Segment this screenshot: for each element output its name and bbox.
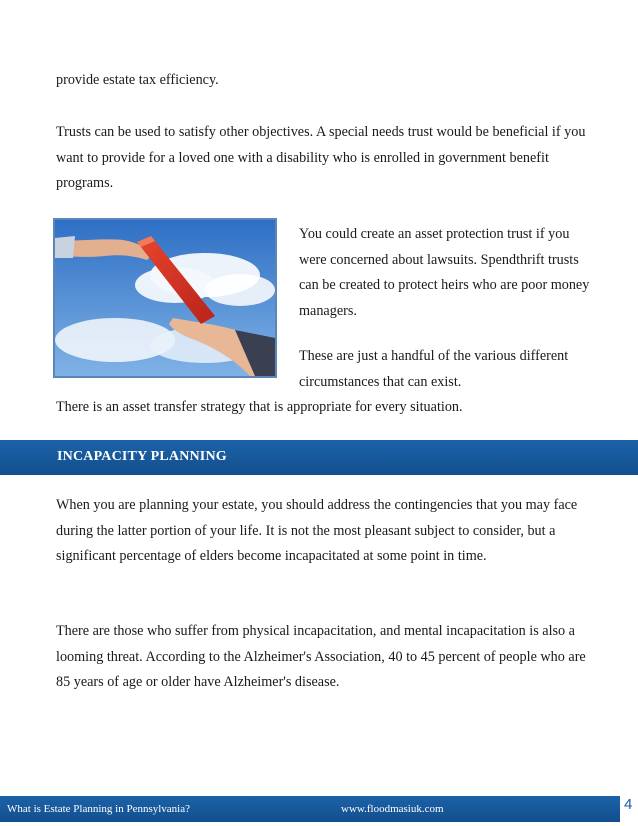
paragraph-alzheimers: There are those who suffer from physical incapacitation, and mental incapacitation is also a looming threat. According to the Alzheimer's Association, 40 to 45 percent of people who are 85 years of age or older have Alzheimer's disease. [56, 623, 586, 690]
section-header-band [0, 440, 638, 475]
page-number: 4 [624, 796, 633, 813]
paragraph-asset-protection: You could create an asset protection trust if you were concerned about lawsuits. Spendthrift trusts can be created to protect heirs who are poor money managers. [299, 226, 590, 319]
paragraph-asset-transfer: There is an asset transfer strategy that is appropriate for every situation. [56, 399, 463, 415]
footer-website-link[interactable]: www.floodmasiuk.com [341, 803, 444, 815]
section-title: INCAPACITY PLANNING [57, 449, 227, 464]
paragraph-intro-end: provide estate tax efficiency. [56, 72, 219, 88]
footer-bar [0, 796, 620, 822]
footer-document-title: What is Estate Planning in Pennsylvania? [7, 803, 190, 815]
paragraph-contingencies: When you are planning your estate, you should address the contingencies that you may face during the latter portion of your life. It is not the most pleasant subject to consider, but a significant percentage of elders become incapacitated at some point in time. [56, 497, 578, 564]
paragraph-handful: These are just a handful of the various different circumstances that can exist. [299, 348, 569, 390]
handoff-baton-photo [53, 218, 277, 378]
paragraph-special-needs: Trusts can be used to satisfy other objectives. A special needs trust would be beneficial if you want to provide for a loved one with a disability who is enrolled in government benefit programs. [56, 124, 586, 191]
